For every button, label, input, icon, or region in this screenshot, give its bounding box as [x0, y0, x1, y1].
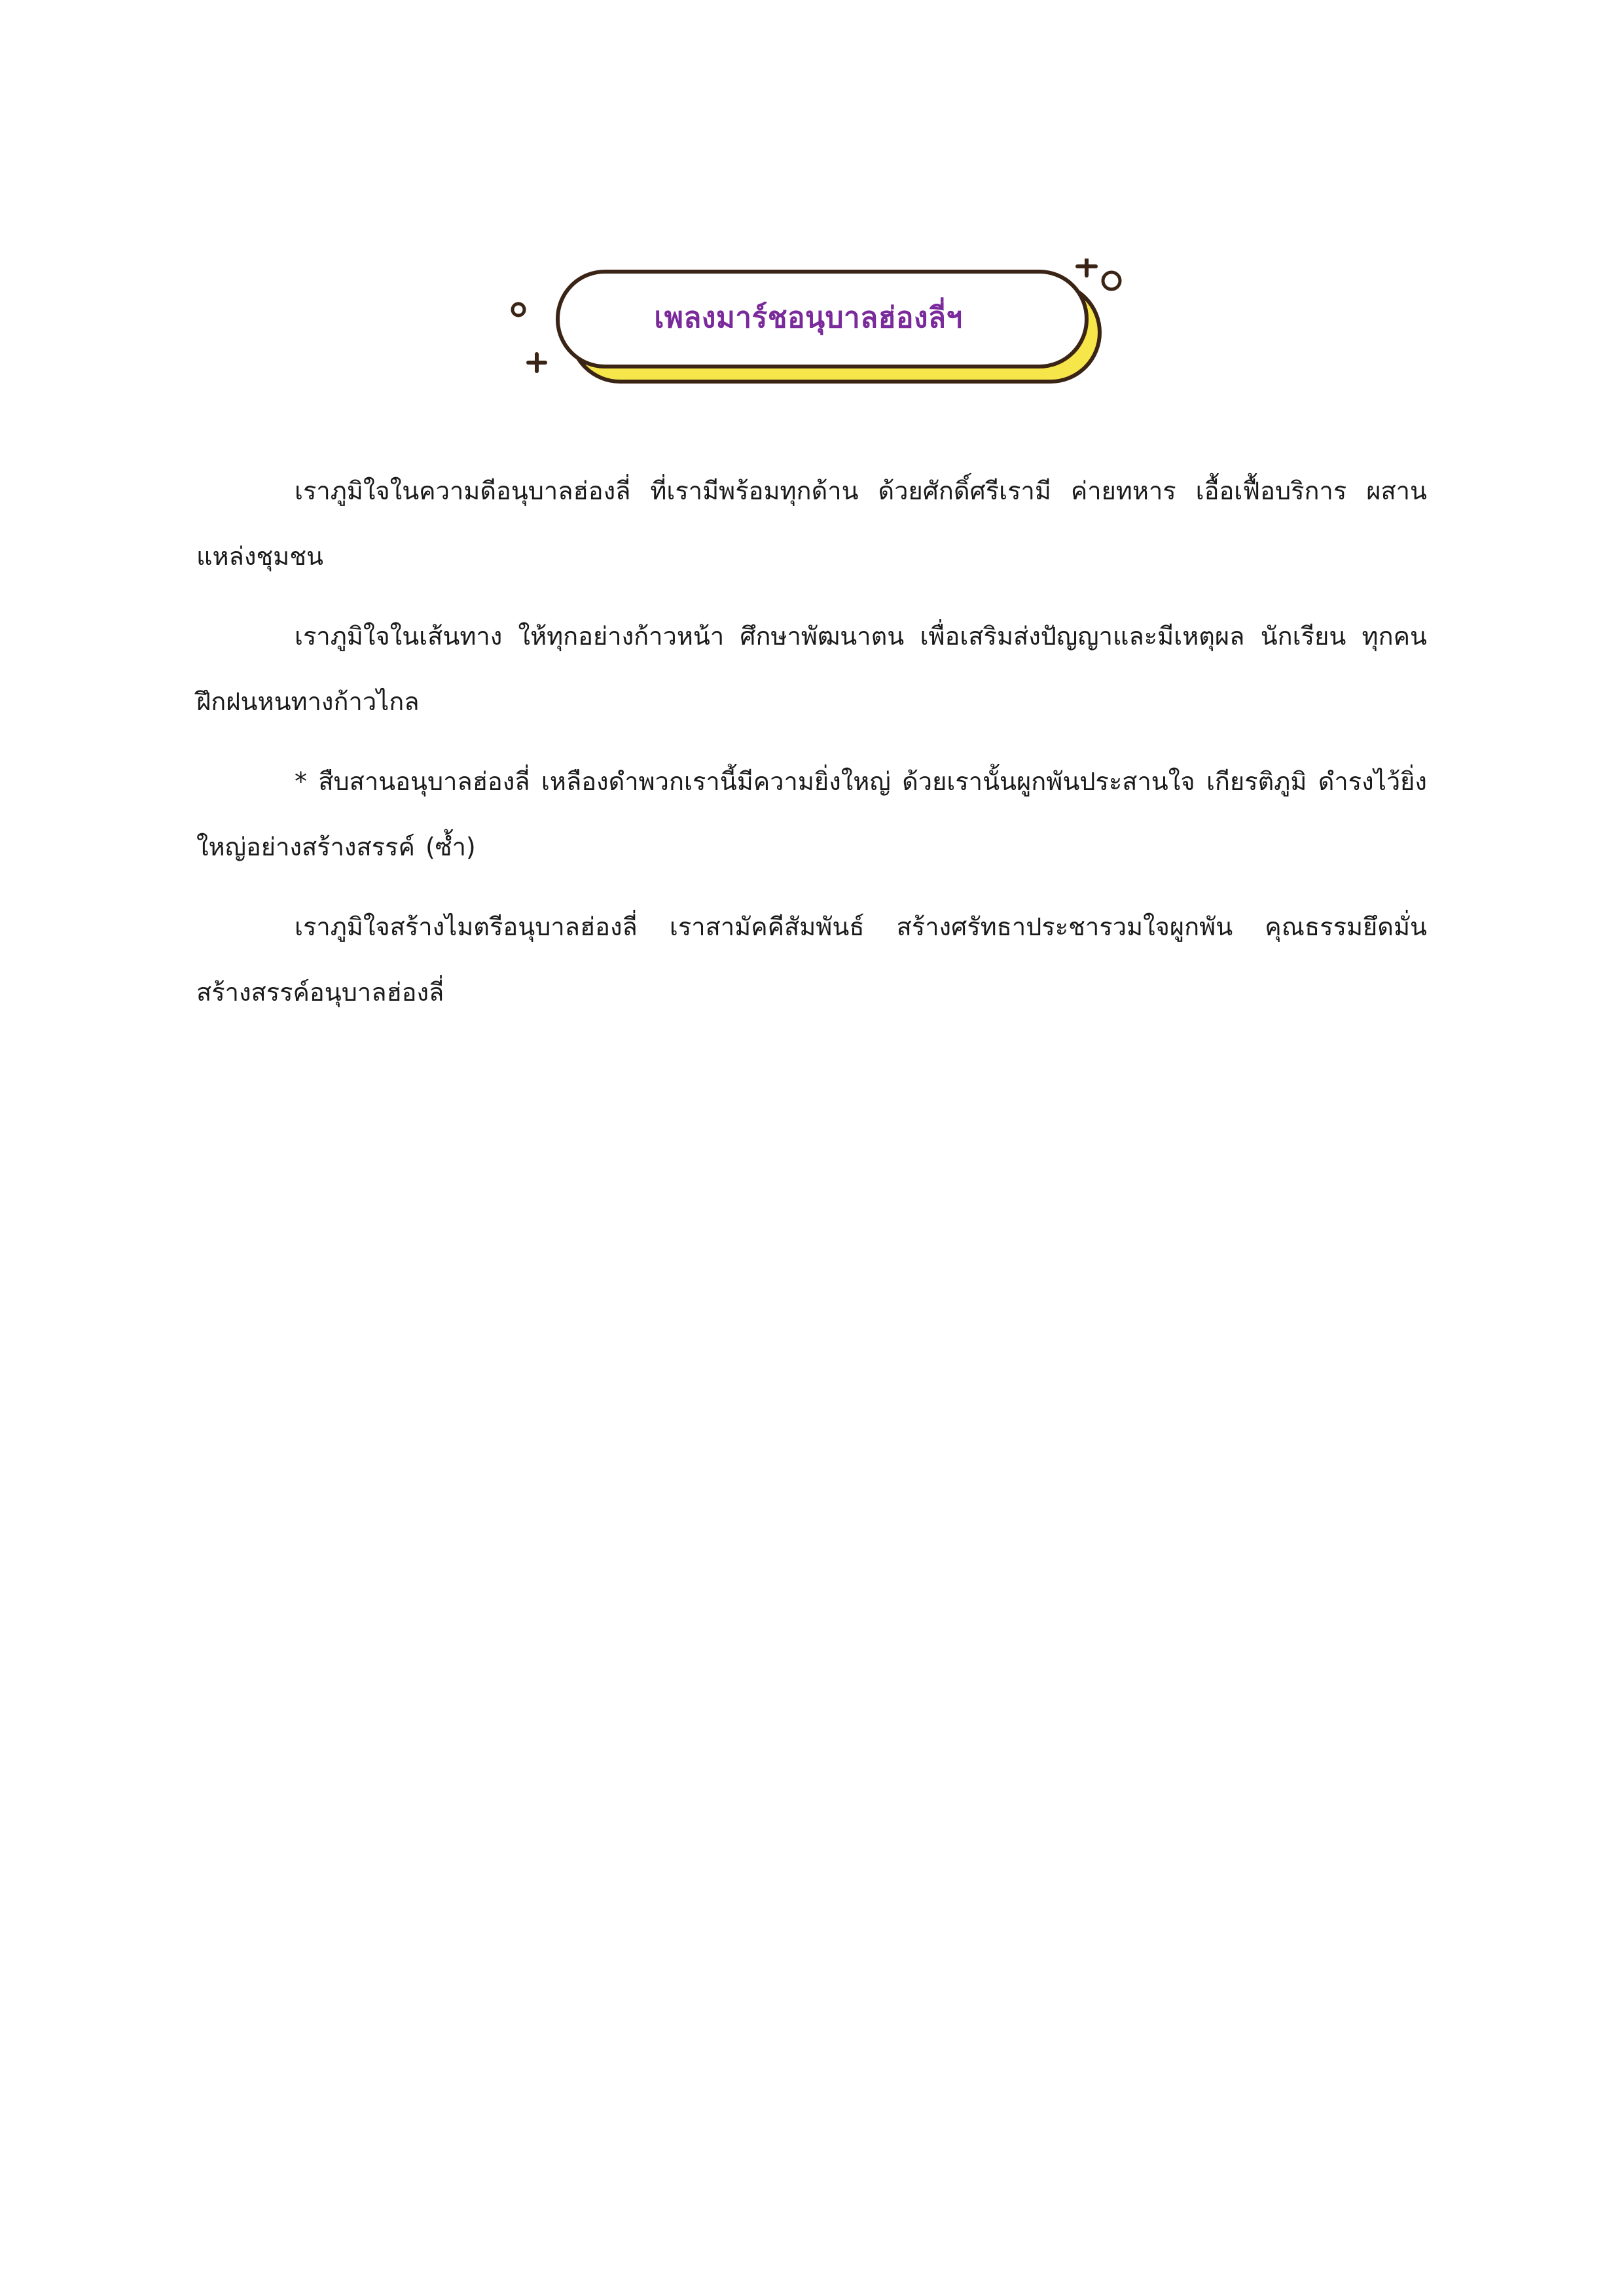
verse-4: เราภูมิใจสร้างไมตรีอนุบาลฮ่องลี่ เราสามัคคีสัมพันธ์ สร้างศรัทธาประชารวมใจผูกพัน คุณธรรมยึดมั่น สร้างสรรค์อนุบาลฮ่องลี่	[196, 912, 1427, 1007]
circle-decoration-icon	[1103, 272, 1120, 289]
plus-decoration-icon	[528, 354, 545, 371]
verse-3-chorus: * สืบสานอนุบาลฮ่องลี่ เหลืองดำพวกเรานี้มีความยิ่งใหญ่ ด้วยเรานั้นผูกพันประสานใจ เกียรติภูมิ ดำรงไว้ยิ่งใหญ่อย่างสร้างสรรค์ (ซ้ำ)	[196, 767, 1427, 861]
verse-2: เราภูมิใจในเส้นทาง ให้ทุกอย่างก้าวหน้า ศึกษาพัฒนาตน เพื่อเสริมส่งปัญญาและมีเหตุผล นักเรียน ทุกคนฝึกฝนหนทางก้าวไกล	[196, 622, 1427, 716]
verse-1: เราภูมิใจในความดีอนุบาลฮ่องลี่ ที่เรามีพร้อมทุกด้าน ด้วยศักดิ์ศรีเรามี ค่ายทหาร เอื้อเฟื้อบริการ ผสานแหล่งชุมชน	[196, 476, 1427, 571]
title-banner	[504, 259, 1132, 399]
circle-decoration-icon	[513, 304, 524, 315]
song-title: เพลงมาร์ชอนุบาลฮ่องลี่ฯ	[654, 301, 963, 334]
plus-decoration-icon	[1077, 259, 1096, 276]
lyrics-body	[196, 458, 1427, 1039]
